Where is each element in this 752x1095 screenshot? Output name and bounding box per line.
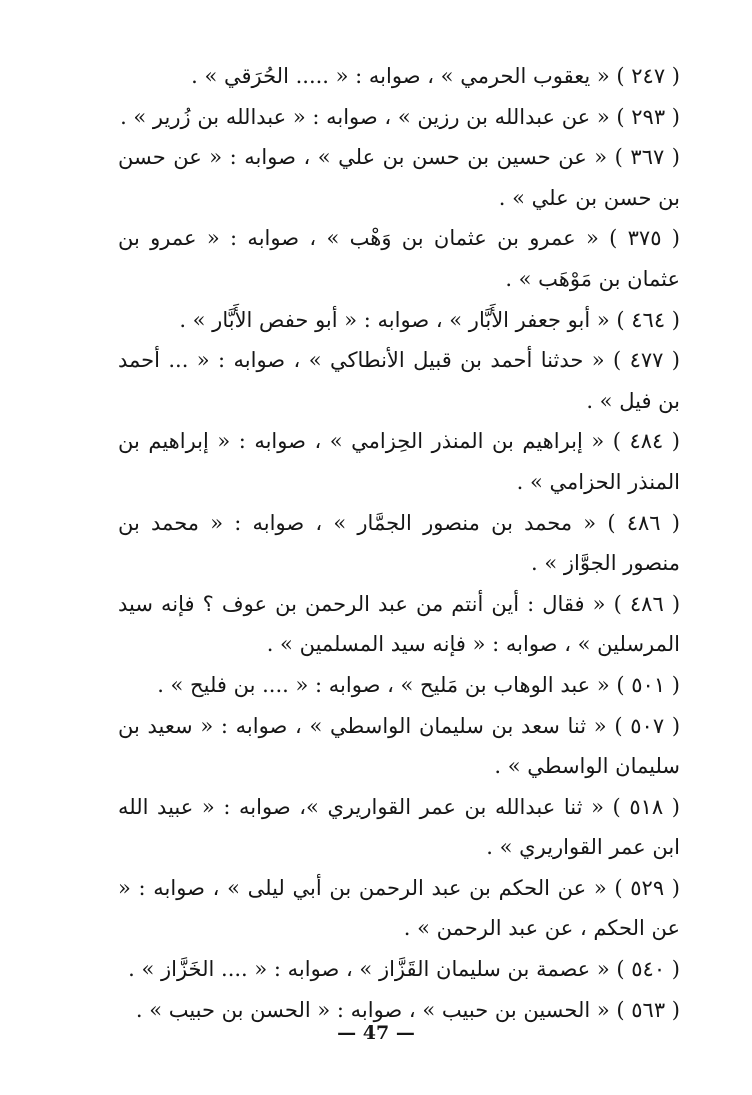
errata-entry-293: ( ٢٩٣ ) « عن عبدالله بن رزين » ، صوابه : « عبدالله بن زُرير » .: [120, 104, 680, 129]
errata-entry-486-a: ( ٤٨٦ ) « محمد بن منصور الجمَّار » ، صوابه : « محمد بن منصور الجوَّاز » .: [118, 510, 680, 576]
errata-entry-540: ( ٥٤٠ ) « عصمة بن سليمان القَزَّاز » ، صوابه : « .... الخَزَّاز » .: [128, 957, 680, 982]
errata-entry-367: ( ٣٦٧ ) « عن حسين بن حسن بن علي » ، صوابه : « عن حسن بن حسن بن علي » .: [118, 145, 680, 210]
errata-entry-247: ( ٢٤٧ ) « يعقوب الحرمي » ، صوابه : « ..... الحُرَقي » .: [191, 64, 680, 88]
errata-entry-563: ( ٥٦٣ ) « الحسين بن حبيب » ، صوابه : « الحسن بن حبيب » .: [135, 997, 680, 1022]
errata-entry-484: ( ٤٨٤ ) « إبراهيم بن المنذر الحِزامي » ، صوابه : « إبراهيم بن المنذر الحزامي » .: [118, 429, 680, 494]
page-number: — 47 —: [337, 1022, 415, 1044]
errata-entry-486-b: ( ٤٨٦ ) « فقال : أين أنتم من عبد الرحمن بن عوف ؟ فإنه سيد المرسلين » ، صوابه : « فإنه سيد المسلمين » .: [118, 591, 681, 657]
errata-entry-501: ( ٥٠١ ) « عبد الوهاب بن مَليح » ، صوابه : « .... بن فليح » .: [157, 672, 680, 697]
errata-entry-507: ( ٥٠٧ ) « ثنا سعد بن سليمان الواسطي » ، صوابه : « سعيد بن سليمان الواسطي » .: [118, 713, 681, 779]
errata-entry-464: ( ٤٦٤ ) « أبو جعفر الأَبَّار » ، صوابه : « أبو حفص الأَبَّار » .: [179, 307, 680, 332]
errata-list: [118, 56, 680, 1030]
errata-entry-477: ( ٤٧٧ ) « حدثنا أحمد بن قبيل الأنطاكي » ، صوابه : « ... أحمد بن فيل » .: [118, 348, 680, 413]
errata-entry-375: ( ٣٧٥ ) « عمرو بن عثمان بن وَهْب » ، صوابه : « عمرو بن عثمان بن مَوْهَب » .: [118, 226, 680, 291]
errata-entry-529: ( ٥٢٩ ) « عن الحكم بن عبد الرحمن بن أبي ليلى » ، صوابه : « عن الحكم ، عن عبد الرحمن » .: [118, 875, 680, 941]
errata-entry-518: ( ٥١٨ ) « ثنا عبدالله بن عمر القواريري »، صوابه : « عبيد الله ابن عمر القواريري » .: [118, 794, 680, 860]
